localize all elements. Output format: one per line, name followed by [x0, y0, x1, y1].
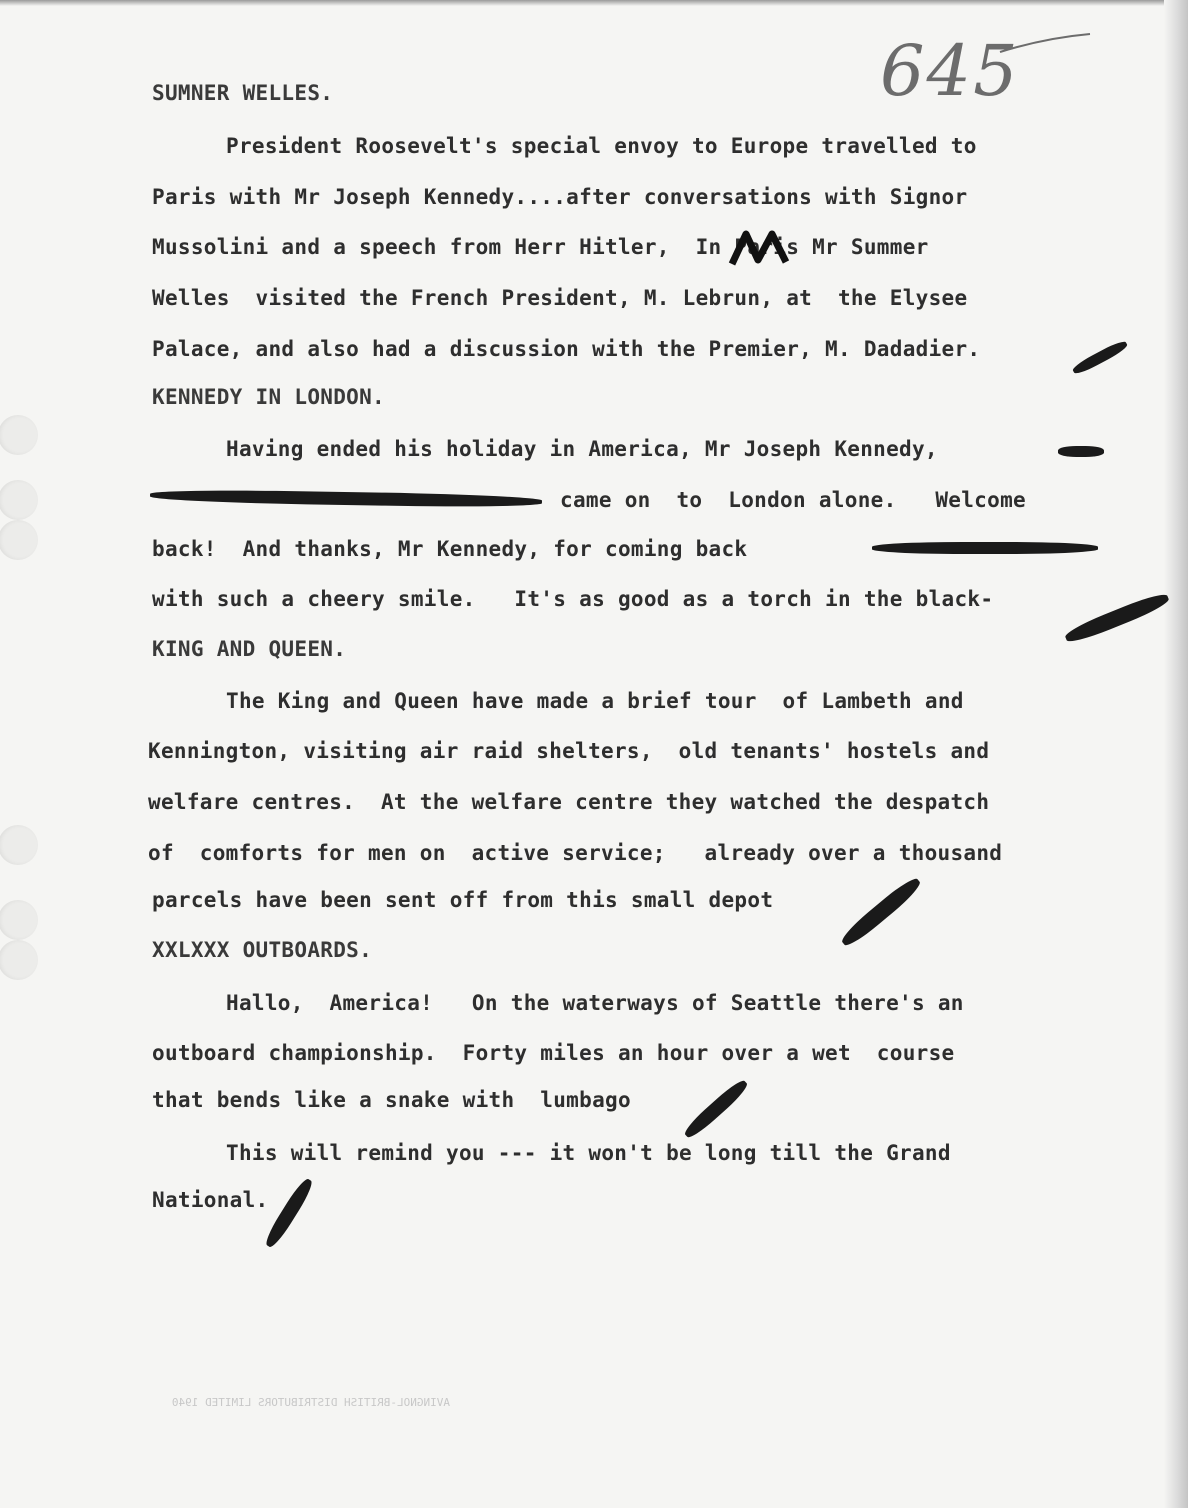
- heading-outboards: XXLXXX OUTBOARDS.: [152, 938, 373, 962]
- text-line: This will remind you --- it won't be long till the Grand: [226, 1141, 951, 1165]
- text-line: Kennington, visiting air raid shelters, old tenants' hostels and: [148, 739, 990, 763]
- punch-hole: [0, 940, 38, 980]
- text-line: Welles visited the French President, M. Lebrun, at the Elysee: [152, 286, 968, 310]
- ink-stroke-mark: [262, 1176, 315, 1250]
- punch-hole: [0, 900, 38, 940]
- scan-right-edge: [1164, 0, 1188, 1508]
- redaction-mark: [150, 489, 542, 509]
- text-line: welfare centres. At the welfare centre they watched the despatch: [148, 790, 990, 814]
- text-line: Having ended his holiday in America, Mr Joseph Kennedy,: [226, 437, 938, 461]
- text-line: that bends like a snake with lumbago: [152, 1088, 631, 1112]
- redaction-mark: [1058, 446, 1104, 457]
- handwritten-insert-mark: [728, 228, 800, 268]
- scan-top-shadow: [0, 0, 1188, 6]
- text-line: Palace, and also had a discussion with the Premier, M. Dadadier.: [152, 337, 981, 361]
- text-line: President Roosevelt's special envoy to Europe travelled to: [226, 134, 977, 158]
- punch-hole: [0, 480, 38, 520]
- punch-hole: [0, 825, 38, 865]
- text-line: outboard championship. Forty miles an hour over a wet course: [152, 1041, 955, 1065]
- text-line: of comforts for men on active service; already over a thousand: [148, 841, 1003, 865]
- text-line: Hallo, America! On the waterways of Seattle there's an: [226, 991, 964, 1015]
- text-line: Mussolini and a speech from Herr Hitler, In Paris Mr Summer: [152, 235, 929, 259]
- heading-king-and-queen: KING AND QUEEN.: [152, 637, 347, 661]
- punch-hole: [0, 415, 38, 455]
- text-line: with such a cheery smile. It's as good as a torch in the black-: [152, 587, 994, 611]
- heading-kennedy-in-london: KENNEDY IN LONDON.: [152, 385, 385, 409]
- ink-stroke-mark: [1071, 339, 1129, 377]
- punch-hole: [0, 520, 38, 560]
- text-line: The King and Queen have made a brief tour of Lambeth and: [226, 689, 964, 713]
- text-line: National.: [152, 1188, 269, 1212]
- text-line: back! And thanks, Mr Kennedy, for coming back: [152, 537, 748, 561]
- ink-stroke-mark: [682, 1077, 751, 1141]
- redaction-mark: [872, 542, 1098, 554]
- bleed-through-text: AVINGNOL-BRITISH DISTRIBUTORS LIMITED 1940: [171, 1396, 450, 1409]
- ink-stroke-mark: [1063, 590, 1171, 646]
- text-line: came on to London alone. Welcome: [560, 488, 1026, 512]
- text-line: Paris with Mr Joseph Kennedy....after conversations with Signor: [152, 185, 968, 209]
- folio-number: 645: [880, 30, 1020, 112]
- text-line: parcels have been sent off from this small depot: [152, 888, 774, 912]
- ink-stroke-mark: [838, 874, 923, 949]
- heading-sumner-welles: SUMNER WELLES.: [152, 81, 334, 105]
- folio-underline-stroke: [995, 30, 1095, 60]
